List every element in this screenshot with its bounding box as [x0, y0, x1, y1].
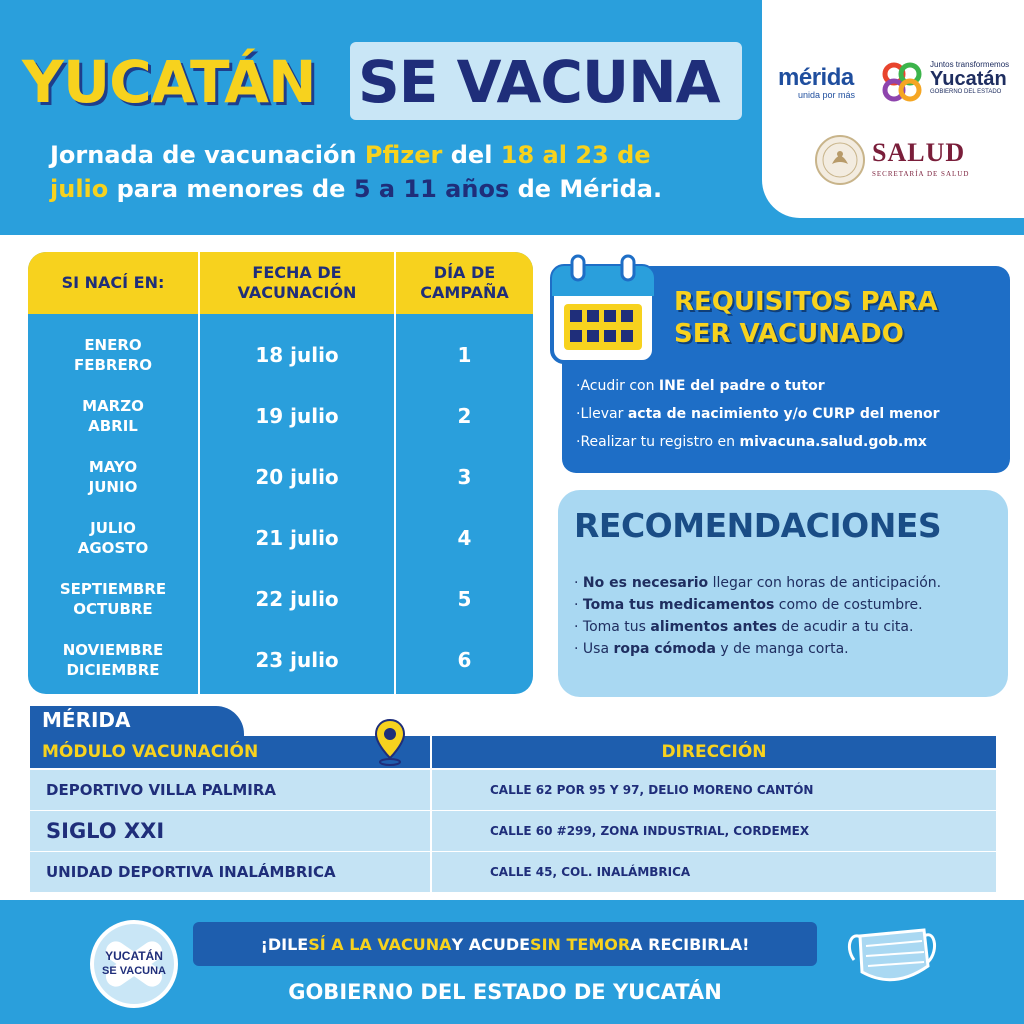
col-header-address: DIRECCIÓN [661, 742, 767, 762]
cta-text: Y ACUDE [451, 934, 531, 954]
birth-months [28, 385, 198, 447]
module-name: SIGLO XXI [46, 819, 165, 843]
table-row [28, 568, 533, 630]
column-divider [430, 811, 432, 851]
list-item [574, 594, 941, 616]
vaccination-date: 23 julio [255, 648, 339, 672]
item-bold: acta de nacimiento y/o CURP del menor [627, 406, 940, 422]
title-se-vacuna: SE VACUNA [358, 48, 720, 116]
yucatan-logo-text: Yucatán [930, 68, 1007, 90]
campaign-day: 4 [457, 526, 472, 550]
yucatan-se-vacuna-badge [88, 918, 180, 1010]
cta-text: ¡DILE [260, 934, 309, 954]
item-bold: alimentos antes [650, 619, 777, 635]
table-row [30, 852, 996, 892]
badge-line2: SE VACUNA [102, 965, 166, 977]
schedule-table [28, 252, 533, 694]
table-row [28, 324, 533, 386]
requirements-list [576, 372, 940, 456]
government-label: GOBIERNO DEL ESTADO DE YUCATÁN [288, 980, 722, 1004]
col-header-day: DÍA DE CAMPAÑA [420, 263, 509, 302]
birth-months [28, 324, 198, 386]
salud-logo-text: SALUD [872, 138, 966, 167]
campaign-day: 1 [457, 343, 472, 367]
birth-months [28, 446, 198, 508]
campaign-day: 5 [457, 587, 472, 611]
cta-text: A RECIBIRLA! [630, 934, 750, 954]
month: ENERO [84, 336, 142, 354]
requirements-title [674, 286, 938, 350]
list-item [574, 638, 941, 660]
col-header-module: MÓDULO VACUNACIÓN [42, 742, 259, 762]
face-mask-icon [842, 916, 942, 996]
item-text: ·Acudir con [576, 378, 659, 394]
item-text: ·Llevar [576, 406, 628, 422]
subtitle-ages: 5 a 11 años [353, 175, 510, 203]
list-item [574, 616, 941, 638]
city-label: MÉRIDA [42, 708, 131, 732]
month: NOVIEMBRE [62, 641, 164, 659]
module-address: CALLE 62 POR 95 Y 97, DELIO MORENO CANTÓN [490, 783, 814, 797]
mexico-seal-icon [814, 134, 866, 186]
item-text: de acudir a tu cita. [776, 619, 914, 635]
subtitle-month: julio [50, 175, 109, 203]
list-item [576, 400, 940, 428]
table-row [28, 446, 533, 508]
column-divider [430, 852, 432, 892]
subtitle-text: del [442, 141, 501, 169]
salud-logo [872, 140, 969, 178]
list-item [574, 572, 941, 594]
item-text: llegar con horas de anticipación. [708, 575, 942, 591]
table-row [28, 385, 533, 447]
module-name: UNIDAD DEPORTIVA INALÁMBRICA [46, 863, 336, 881]
merida-logo [778, 64, 855, 100]
call-to-action [193, 922, 817, 966]
cta-highlight: SIN TEMOR [530, 934, 631, 954]
module-name: DEPORTIVO VILLA PALMIRA [46, 781, 277, 799]
cta-highlight: SÍ A LA VACUNA [308, 934, 452, 954]
birth-months [28, 629, 198, 691]
item-bold: INE del padre o tutor [658, 378, 825, 394]
item-text: · [574, 597, 583, 613]
column-divider [430, 770, 432, 810]
logos-panel [762, 0, 1024, 218]
campaign-day: 3 [457, 465, 472, 489]
merida-logo-text: mérida [778, 64, 854, 91]
vaccination-date: 18 julio [255, 343, 339, 367]
item-text: · Toma tus [574, 619, 651, 635]
item-text: como de costumbre. [774, 597, 923, 613]
subtitle-dates: 18 al 23 de [500, 141, 651, 169]
campaign-day: 2 [457, 404, 472, 428]
badge-line1: YUCATÁN [105, 949, 163, 963]
yucatan-logo-icon [880, 60, 924, 104]
module-address: CALLE 60 #299, ZONA INDUSTRIAL, CORDEMEX [490, 824, 810, 838]
birth-months [28, 507, 198, 569]
module-address: CALLE 45, COL. INALÁMBRICA [490, 865, 691, 879]
item-text: ·Realizar tu registro en [576, 434, 740, 450]
month: MARZO [82, 397, 144, 415]
merida-logo-slogan: unida por más [798, 90, 856, 100]
calendar-icon [548, 254, 658, 366]
yucatan-logo-sub: GOBIERNO DEL ESTADO [930, 89, 1002, 95]
requirements-title-line: REQUISITOS PARA [674, 287, 938, 317]
month: ABRIL [88, 417, 138, 435]
location-pin-icon [374, 718, 406, 766]
table-row [28, 629, 533, 691]
item-bold: mivacuna.salud.gob.mx [739, 434, 927, 450]
month: JULIO [90, 519, 136, 537]
birth-months [28, 568, 198, 630]
month: FEBRERO [73, 356, 153, 374]
salud-logo-sub: SECRETARÍA DE SALUD [872, 170, 970, 178]
month: JUNIO [88, 478, 138, 496]
subtitle-text: Jornada de vacunación [50, 141, 365, 169]
requirements-title-line: SER VACUNADO [674, 319, 904, 349]
subtitle-text: para menores de [108, 175, 354, 203]
month: SEPTIEMBRE [59, 580, 167, 598]
subtitle-text: de Mérida. [509, 175, 663, 203]
list-item [576, 428, 940, 456]
title-yucatan: YUCATÁN [22, 48, 316, 116]
vaccination-date: 21 julio [255, 526, 339, 550]
campaign-day: 6 [457, 648, 472, 672]
vaccination-date: 22 julio [255, 587, 339, 611]
item-text: y de manga corta. [715, 641, 849, 657]
vaccination-date: 19 julio [255, 404, 339, 428]
yucatan-logo [930, 60, 1009, 95]
table-row [28, 507, 533, 569]
item-bold: No es necesario [582, 575, 709, 591]
col-header-born: SI NACÍ EN: [61, 273, 165, 292]
list-item [576, 372, 940, 400]
subtitle [50, 138, 730, 206]
item-bold: ropa cómoda [613, 641, 716, 657]
month: AGOSTO [77, 539, 149, 557]
month: OCTUBRE [73, 600, 153, 618]
month: MAYO [88, 458, 138, 476]
recommendations-title: RECOMENDACIONES [574, 506, 942, 545]
table-row [30, 770, 996, 810]
vaccination-date: 20 julio [255, 465, 339, 489]
table-row [30, 811, 996, 851]
col-header-date: FECHA DE VACUNACIÓN [237, 263, 357, 302]
subtitle-pfizer: Pfizer [364, 141, 443, 169]
item-bold: Toma tus medicamentos [582, 597, 775, 613]
recommendations-list [574, 572, 941, 660]
item-text: · Usa [574, 641, 614, 657]
item-text: · [574, 575, 583, 591]
month: DICIEMBRE [66, 661, 160, 679]
yucatan-logo-top: Juntos transformemos [930, 60, 1010, 69]
